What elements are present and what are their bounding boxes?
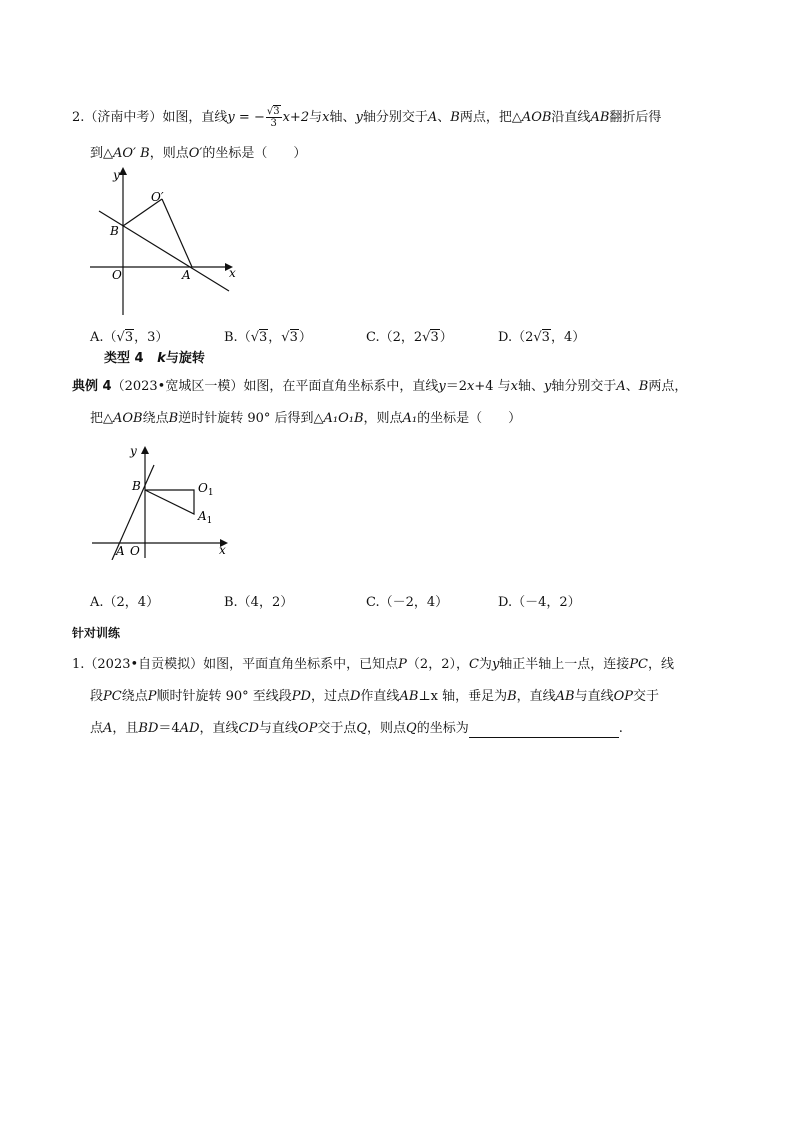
fig1-a-label: A xyxy=(182,268,191,282)
q2-option-c[interactable]: C.（2，2√3） xyxy=(366,330,453,345)
ex4-option-c[interactable]: C.（－2，4） xyxy=(366,595,449,610)
fig2-o1-label: $O_1$ xyxy=(198,481,214,498)
ex4-option-b[interactable]: B.（4，2） xyxy=(224,595,294,610)
practice-line3: 点A，且BD＝4AD，直线CD与直线OP交于点Q，则点Q的坐标为 . xyxy=(90,721,623,736)
q2-figure xyxy=(85,165,255,320)
fig2-a-label: A xyxy=(116,544,125,558)
ex4-option-d[interactable]: D.（－4，2） xyxy=(498,595,581,610)
q2-line1: 2.（济南中考）如图，直线y = − $\frac{√3}{3}$ x+2与x轴、y轴分别交于A、B两点，把△AOB沿直线AB翻折后得 xyxy=(72,106,662,129)
q2-option-d[interactable]: D.（2√3，4） xyxy=(498,330,586,345)
fig2-o-label: O xyxy=(130,544,140,558)
fig2-y-label: y xyxy=(130,444,137,458)
fig1-b-label: B xyxy=(110,224,119,238)
q2-option-b[interactable]: B.（√3，√3） xyxy=(224,330,312,345)
fig1-o-label: O xyxy=(112,268,122,282)
q2-fraction: $\frac{√3}{3}$ xyxy=(266,106,280,129)
fig2-x-label: x xyxy=(219,543,226,557)
q2-option-a[interactable]: A.（√3，3） xyxy=(90,330,169,345)
fig1-op-label: O′ xyxy=(151,190,164,204)
answer-blank[interactable] xyxy=(469,723,619,738)
fig2-b-label: B xyxy=(132,479,141,493)
ex4-line1: 典例 4（2023•宽城区一模）如图，在平面直角坐标系中，直线y＝2x+4 与x轴、y轴分别交于A、B两点， xyxy=(72,379,688,394)
ex4-label: 典例 4 xyxy=(72,379,112,394)
ex4-option-a[interactable]: A.（2，4） xyxy=(90,595,160,610)
q2-line2: 到△AO′ B，则点O′的坐标是（ ） xyxy=(90,146,307,161)
fig2-a1-label: $A_1$ xyxy=(198,509,213,526)
fig1-y-label: y xyxy=(113,168,120,182)
practice-line1: 1.（2023•自贡模拟）如图，平面直角坐标系中，已知点P（2，2），C为y轴正半轴上一点，连接PC，线 xyxy=(72,657,675,672)
practice-line2: 段PC绕点P顺时针旋转 90° 至线段PD，过点D作直线AB⊥x 轴，垂足为B，直线AB与直线OP交于 xyxy=(90,689,660,704)
section-heading-type4: 类型 4 k与旋转 xyxy=(104,351,205,366)
fig1-x-label: x xyxy=(229,266,236,280)
practice-heading: 针对训练 xyxy=(72,626,121,640)
q2-number: 2. xyxy=(72,110,85,125)
ex4-figure xyxy=(88,440,238,560)
ex4-line2: 把△AOB绕点B逆时针旋转 90° 后得到△A₁O₁B，则点A₁的坐标是（ ） xyxy=(90,411,522,426)
